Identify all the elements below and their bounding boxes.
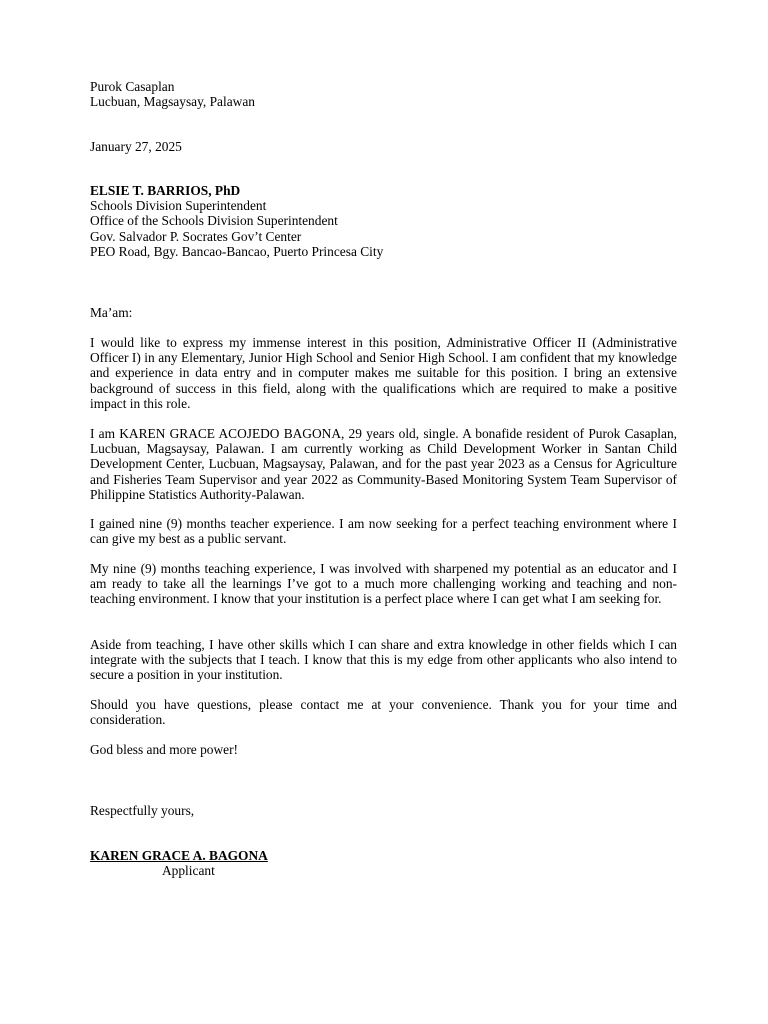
body-paragraph-text: I am KAREN GRACE ACOJEDO BAGONA, 29 years old, single. A bonafide resident of Purok Casaplan, Lucbuan, Magsaysay, Palawan. I am currently working as Child Development Worker in Santan Child Development Center, Lucbuan, Magsaysay, Palawan, and for the past year 2023 as a Census for Agriculture and Fisheries Team Supervisor and year 2022 as Community-Based Monitoring System Team Supervisor of Philippine Statistics Authority-Palawan.	[90, 426, 677, 502]
closing-text: Respectfully yours,	[90, 803, 195, 818]
salutation-text: Ma’am:	[90, 305, 133, 320]
signature-name-text: KAREN GRACE A. BAGONA	[90, 848, 268, 863]
sender-address-line2: Lucbuan, Magsaysay, Palawan	[90, 94, 255, 110]
recipient-block	[90, 183, 677, 259]
recipient-title: Schools Division Superintendent	[90, 198, 267, 214]
body-paragraph-text: I gained nine (9) months teacher experience. I am now seeking for a perfect teaching environment where I can give my best as a public servant.	[90, 516, 677, 547]
sender-address-line1: Purok Casaplan	[90, 79, 175, 94]
signature-title: Applicant	[162, 863, 215, 879]
signature-name	[90, 848, 677, 863]
body-paragraph-text: God bless and more power!	[90, 742, 239, 757]
body-paragraph-text: Should you have questions, please contact me at your convenience. Thank you for your time and consideration.	[90, 697, 677, 728]
body-paragraph-5	[90, 637, 677, 683]
body-paragraph-text: My nine (9) months teaching experience, I was involved with sharpened my potential as an educator and I am ready to take all the learnings I’ve got to a much more challenging working and teaching and non-teaching environment. I know that your institution is a perfect place where I can get what I am seeking for.	[90, 561, 677, 607]
body-paragraph-7	[90, 742, 677, 757]
body-paragraph-1	[90, 335, 677, 411]
body-paragraph-text: I would like to express my immense interest in this position, Administrative Officer II (Administrative Officer I) in any Elementary, Junior High School and Senior High School. I am confident that my knowledge and experience in data entry and in computer makes me suitable for this position. I bring an extensive background of success in this field, along with the qualifications which are required to make a positive impact in this role.	[90, 335, 677, 411]
body-paragraph-6	[90, 697, 677, 727]
recipient-building: Gov. Salvador P. Socrates Gov’t Center	[90, 228, 302, 244]
letter-date	[90, 139, 677, 154]
body-paragraph-text: Aside from teaching, I have other skills which I can share and extra knowledge in other fields which I can integrate with the subjects that I teach. I know that this is my edge from other applicants who also intend to secure a position in your institution.	[90, 637, 677, 683]
body-paragraph-3	[90, 516, 677, 546]
date-text: January 27, 2025	[90, 139, 182, 154]
recipient-address: PEO Road, Bgy. Bancao-Bancao, Puerto Princesa City	[90, 243, 384, 259]
body-paragraph-2	[90, 426, 677, 502]
salutation	[90, 305, 677, 320]
signature-block	[90, 848, 677, 878]
recipient-name: ELSIE T. BARRIOS, PhD	[90, 183, 241, 198]
body-paragraph-4	[90, 561, 677, 607]
closing	[90, 803, 677, 818]
recipient-office: Office of the Schools Division Superintendent	[90, 213, 338, 229]
sender-address	[90, 79, 677, 109]
